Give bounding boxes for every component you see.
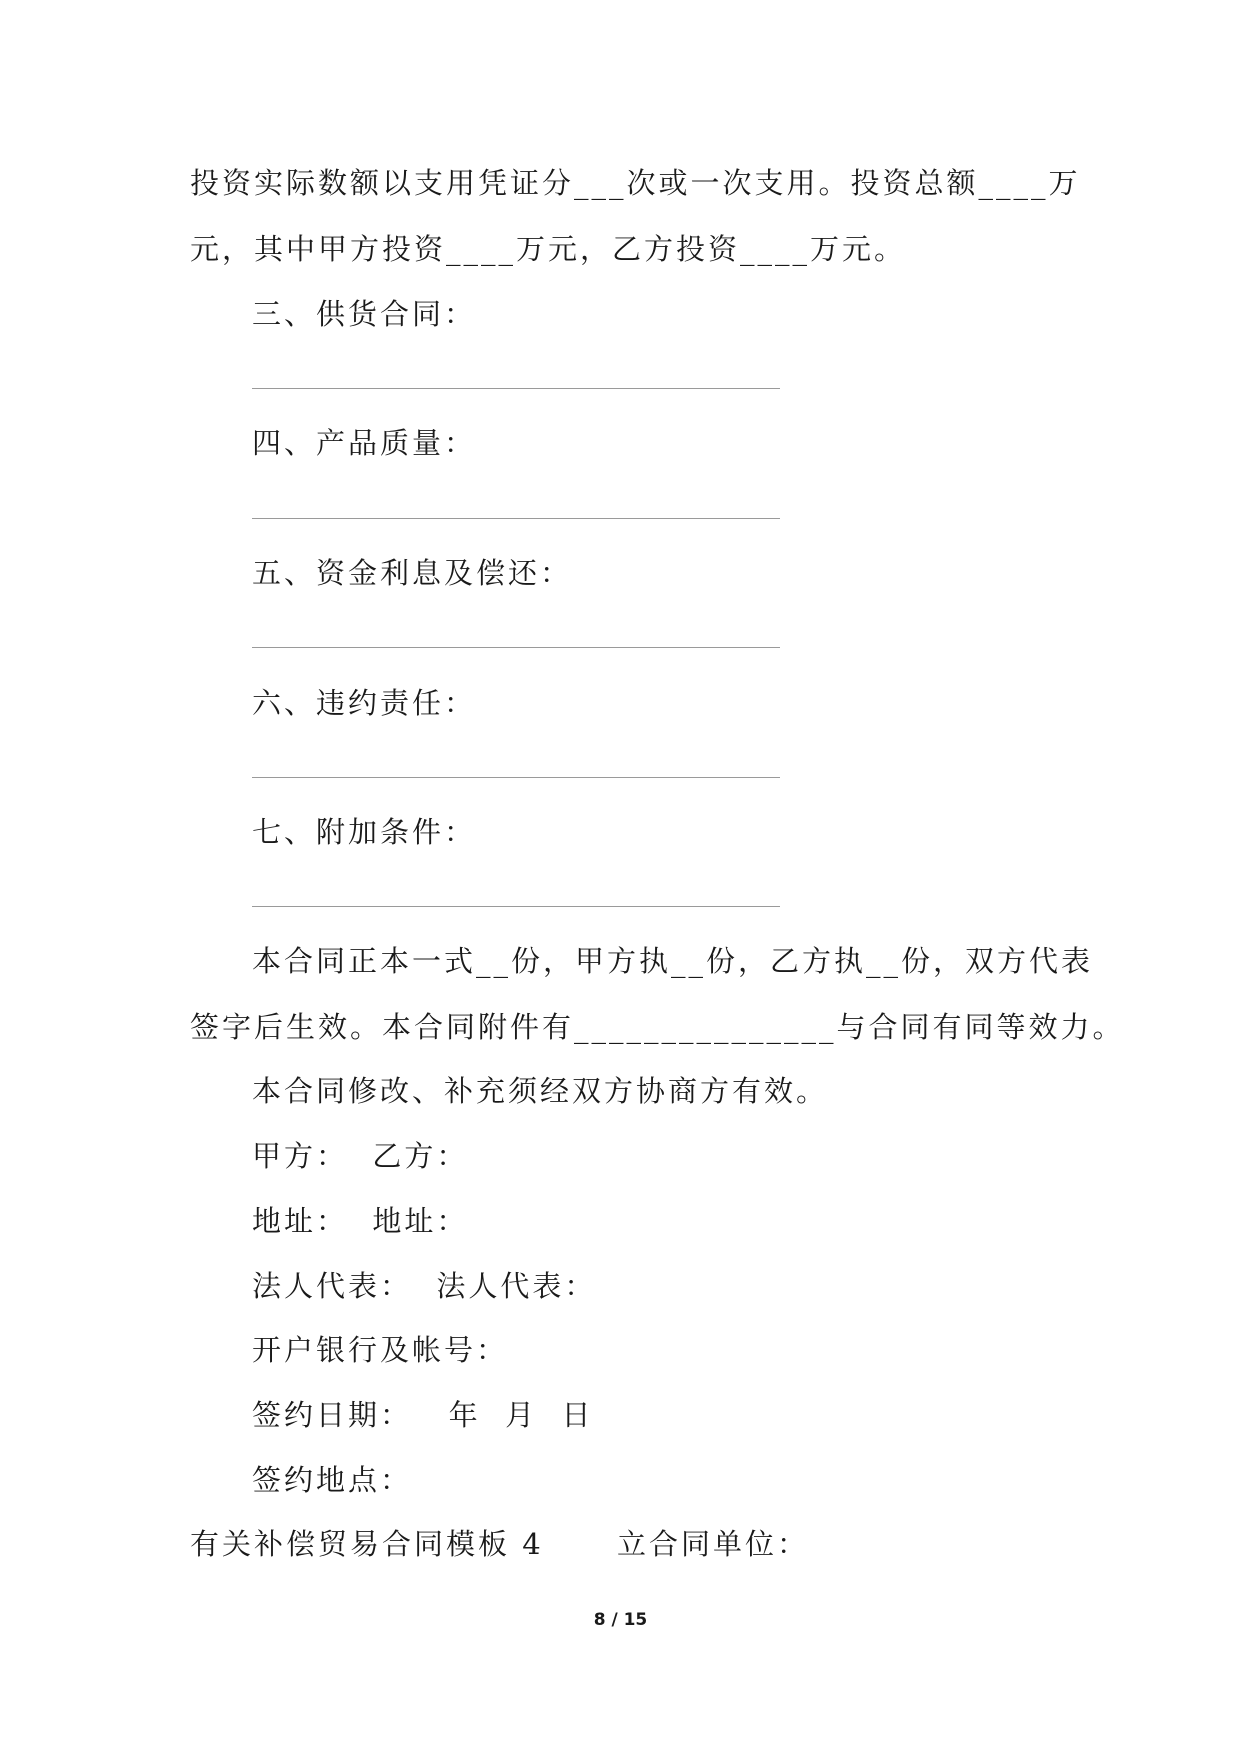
fill-in-blank-line xyxy=(252,518,780,519)
paragraph-copies-line-2: 签字后生效。本合同附件有_______________与合同有同等效力。 xyxy=(190,1010,1125,1044)
fill-in-blank-line xyxy=(252,388,780,389)
section-heading-product-quality: 四、产品质量： xyxy=(252,426,477,460)
paragraph-investment-line-2: 元，其中甲方投资____万元，乙方投资____万元。 xyxy=(190,232,907,266)
party-addresses: 地址： 地址： xyxy=(252,1204,469,1238)
section-heading-supply-contract: 三、供货合同： xyxy=(252,297,477,331)
template-heading: 有关补偿贸易合同模板 4 立合同单位： xyxy=(190,1527,809,1561)
legal-representatives: 法人代表： 法人代表： xyxy=(252,1269,597,1303)
page-number: 8 / 15 xyxy=(593,1610,648,1630)
paragraph-amendment: 本合同修改、补充须经双方协商方有效。 xyxy=(252,1074,829,1108)
section-heading-breach-liability: 六、违约责任： xyxy=(252,686,477,720)
paragraph-copies-line-1: 本合同正本一式__份，甲方执__份，乙方执__份，双方代表 xyxy=(252,944,1094,978)
section-heading-additional-conditions: 七、附加条件： xyxy=(252,815,477,849)
fill-in-blank-line xyxy=(252,777,780,778)
fill-in-blank-line xyxy=(252,906,780,907)
section-heading-interest-repayment: 五、资金利息及偿还： xyxy=(252,556,573,590)
paragraph-investment-line-1: 投资实际数额以支用凭证分___次或一次支用。投资总额____万 xyxy=(190,166,1081,200)
bank-account: 开户银行及帐号： xyxy=(252,1333,509,1367)
party-names: 甲方： 乙方： xyxy=(252,1139,469,1173)
signing-location: 签约地点： xyxy=(252,1463,413,1497)
signing-date: 签约日期： 年 月 日 xyxy=(252,1398,594,1432)
fill-in-blank-line xyxy=(252,647,780,648)
